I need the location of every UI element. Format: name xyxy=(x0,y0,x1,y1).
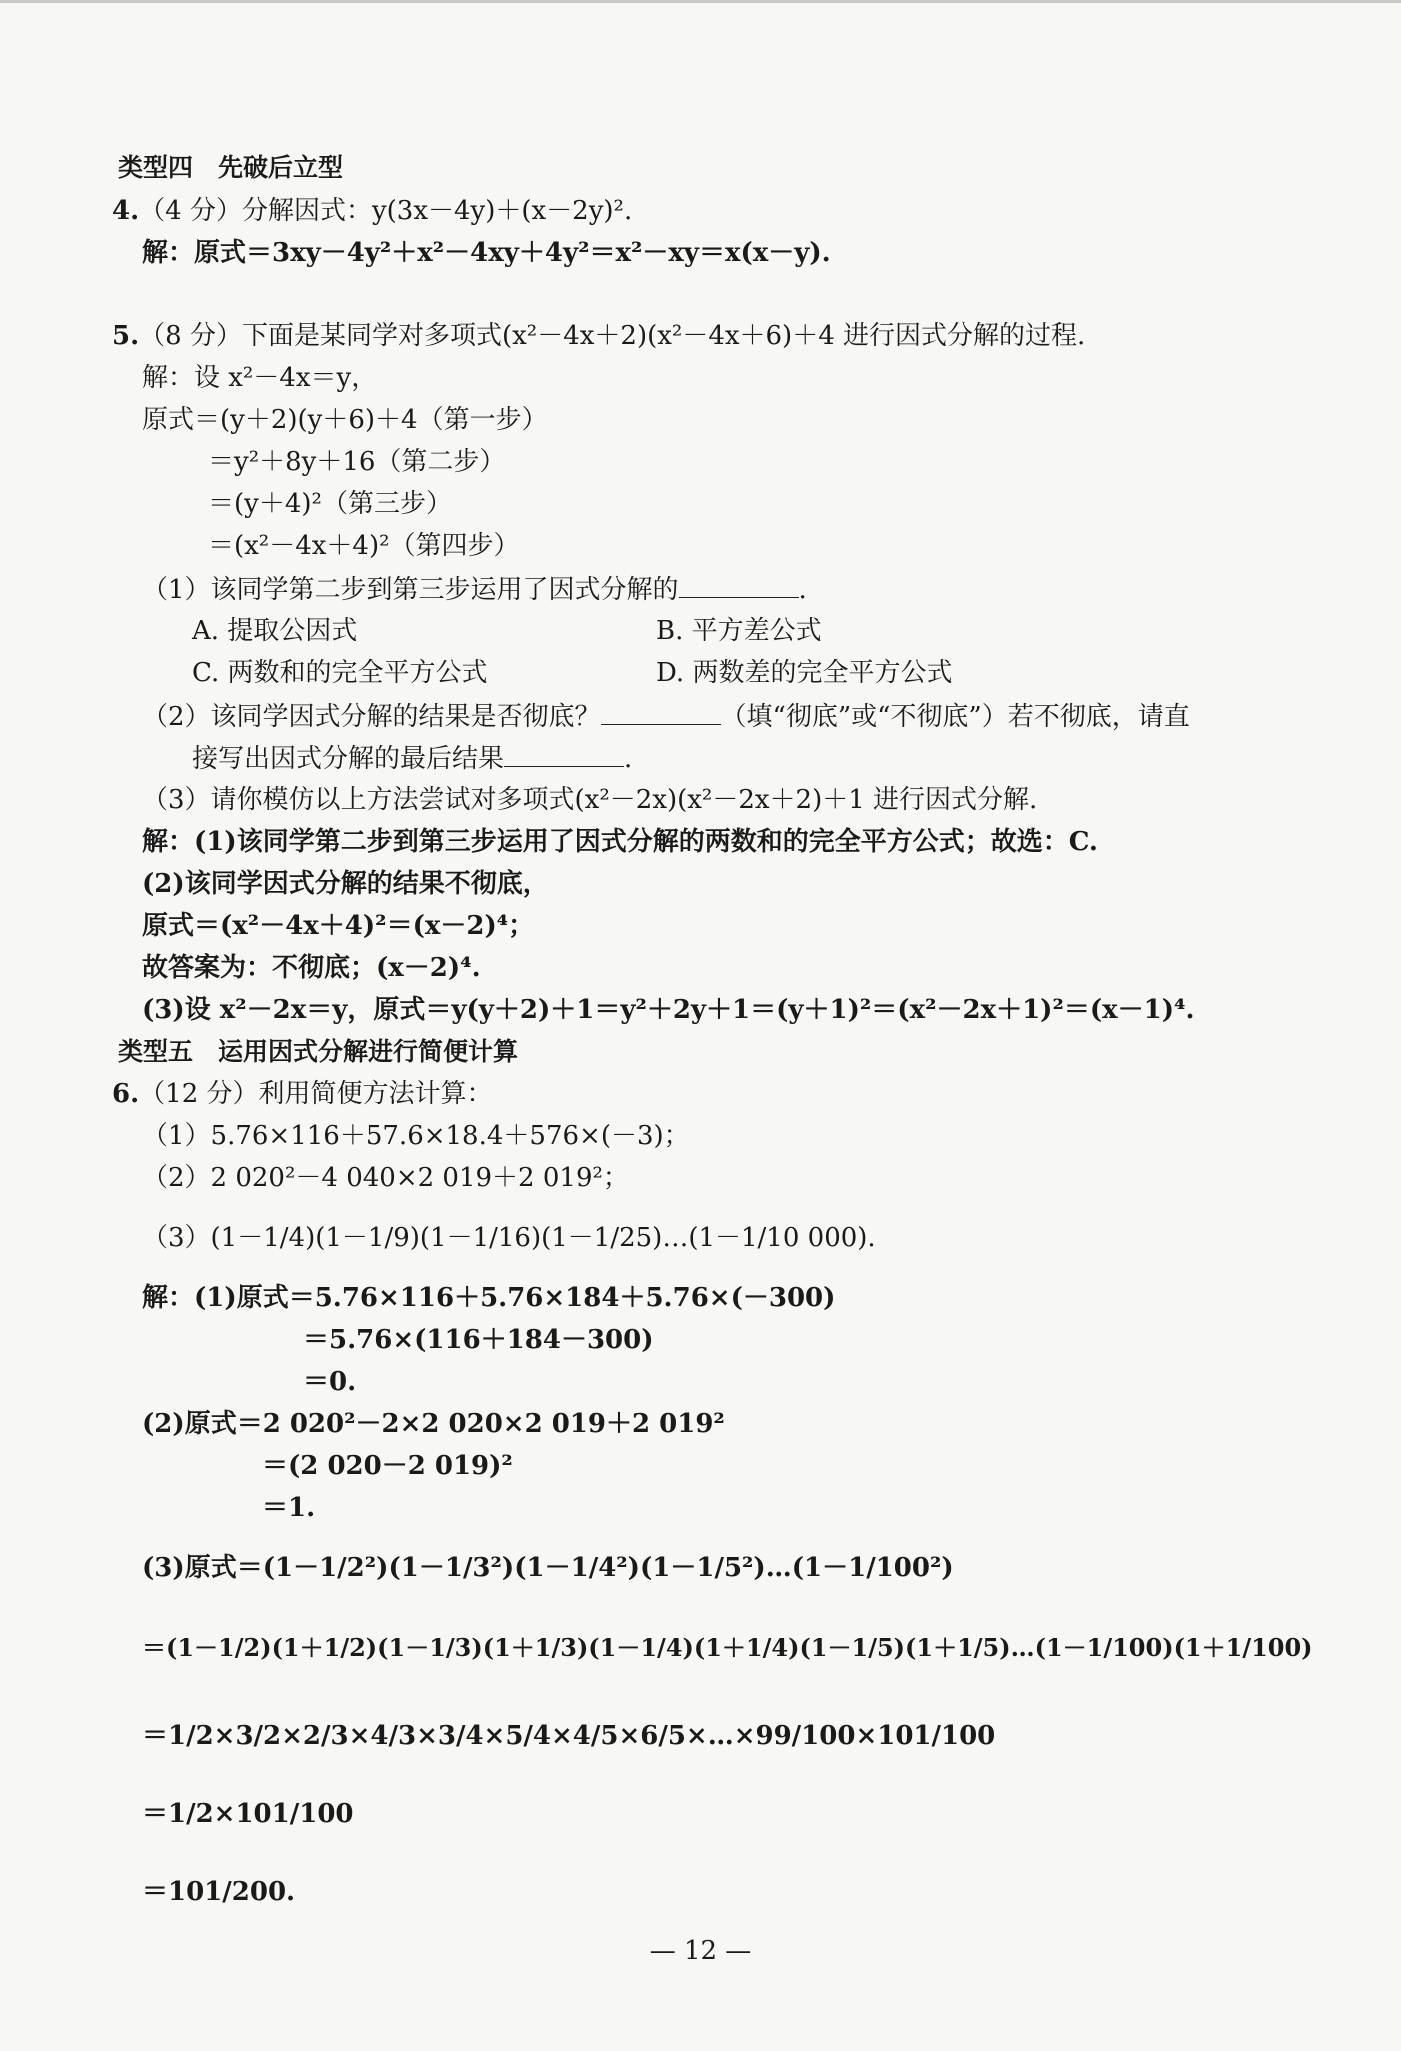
sub-question-text: （填“彻底”或“不彻底”）若不彻底，请直 xyxy=(720,702,1190,732)
option-d: D. 两数差的完全平方公式 xyxy=(656,658,953,688)
question-5 xyxy=(112,318,1085,354)
solution-3-line: (3)原式＝(1－1/2²)(1－1/3²)(1－1/4²)(1－1/5²)…(1－1/100²) xyxy=(142,1553,954,1583)
section-heading-type5: 类型五 运用因式分解进行简便计算 xyxy=(118,1037,519,1066)
q6-item-3: （3）(1－1/4)(1－1/9)(1－1/16)(1－1/25)…(1－1/10 000). xyxy=(142,1223,876,1253)
solution-3-line: ＝101/200. xyxy=(142,1877,296,1907)
question-number: 4. xyxy=(112,196,140,226)
answer-4: 解：原式＝3xy－4y²＋x²－4xy＋4y²＝x²－xy＝x(x－y). xyxy=(142,238,831,268)
answer-5-2: (2)该同学因式分解的结果不彻底， xyxy=(142,869,549,899)
question-text: （12 分）利用简便方法计算： xyxy=(139,1079,493,1109)
sub-question-text: （2）该同学因式分解的结果是否彻底？ xyxy=(142,702,601,732)
q6-item-2: （2）2 020²－4 040×2 019＋2 019²； xyxy=(142,1163,629,1193)
sub-question-text: 接写出因式分解的最后结果 xyxy=(192,744,505,774)
solution-1-line: 解：(1)原式＝5.76×116＋5.76×184＋5.76×(－300) xyxy=(142,1283,836,1313)
question-4 xyxy=(112,193,632,229)
solution-2-line: (2)原式＝2 020²－2×2 020×2 019＋2 019² xyxy=(142,1409,725,1439)
sub-question-2 xyxy=(142,698,1190,735)
solution-2-line: ＝1. xyxy=(262,1493,316,1523)
answer-blank xyxy=(601,698,721,725)
sub-question-3: （3）请你模仿以上方法尝试对多项式(x²－2x)(x²－2x＋2)＋1 进行因式分解. xyxy=(142,785,1038,815)
option-a: A. 提取公因式 xyxy=(192,616,358,646)
sub-question-2-cont: 接写出因式分解的最后结果 . xyxy=(192,740,632,777)
option-b: B. 平方差公式 xyxy=(656,616,822,646)
solution-1-line: ＝0. xyxy=(303,1367,357,1397)
step-line: 解：设 x²－4x＝y， xyxy=(142,363,378,393)
question-6 xyxy=(112,1076,493,1112)
page-number: — 12 — xyxy=(649,1936,752,1966)
q6-item-1: （1）5.76×116＋57.6×18.4＋576×(－3)； xyxy=(142,1121,690,1151)
answer-blank xyxy=(679,571,799,598)
solution-1-line: ＝5.76×(116＋184－300) xyxy=(303,1325,654,1355)
question-text: （8 分）下面是某同学对多项式(x²－4x＋2)(x²－4x＋6)＋4 进行因式分解的过程. xyxy=(139,321,1086,351)
answer-blank xyxy=(504,740,624,767)
answer-5-3: 原式＝(x²－4x＋4)²＝(x－2)⁴； xyxy=(142,911,535,941)
solution-3-line: ＝1/2×3/2×2/3×4/3×3/4×5/4×4/5×6/5×…×99/100×101/100 xyxy=(142,1721,996,1751)
step-line: ＝y²＋8y＋16（第二步） xyxy=(208,447,506,477)
option-c: C. 两数和的完全平方公式 xyxy=(192,658,488,688)
solution-3-line: ＝(1－1/2)(1＋1/2)(1－1/3)(1＋1/3)(1－1/4)(1＋1/4)(1－1/5)(1＋1/5)…(1－1/100)(1＋1/100) xyxy=(142,1633,1313,1662)
sub-question-1: （1）该同学第二步到第三步运用了因式分解的 . xyxy=(142,571,807,608)
step-line: ＝(x²－4x＋4)²（第四步） xyxy=(208,531,520,561)
solution-2-line: ＝(2 020－2 019)² xyxy=(262,1451,513,1481)
question-text: （4 分）分解因式：y(3x－4y)＋(x－2y)². xyxy=(139,196,633,226)
answer-5-1: 解：(1)该同学第二步到第三步运用了因式分解的两数和的完全平方公式；故选：C. xyxy=(142,827,1098,857)
top-border xyxy=(0,0,1401,3)
step-line: ＝(y＋4)²（第三步） xyxy=(208,489,452,519)
answer-5-5: (3)设 x²－2x＝y，原式＝y(y＋2)＋1＝y²＋2y＋1＝(y＋1)²＝(x²－2x＋1)²＝(x－1)⁴. xyxy=(142,995,1195,1025)
question-number: 5. xyxy=(112,321,140,351)
answer-5-4: 故答案为：不彻底；(x－2)⁴. xyxy=(142,953,481,983)
step-line: 原式＝(y＋2)(y＋6)＋4（第一步） xyxy=(142,405,548,435)
section-heading-type4: 类型四 先破后立型 xyxy=(118,153,344,182)
solution-3-line: ＝1/2×101/100 xyxy=(142,1799,354,1829)
sub-question-text: （1）该同学第二步到第三步运用了因式分解的 xyxy=(142,575,679,605)
question-number: 6. xyxy=(112,1079,140,1109)
